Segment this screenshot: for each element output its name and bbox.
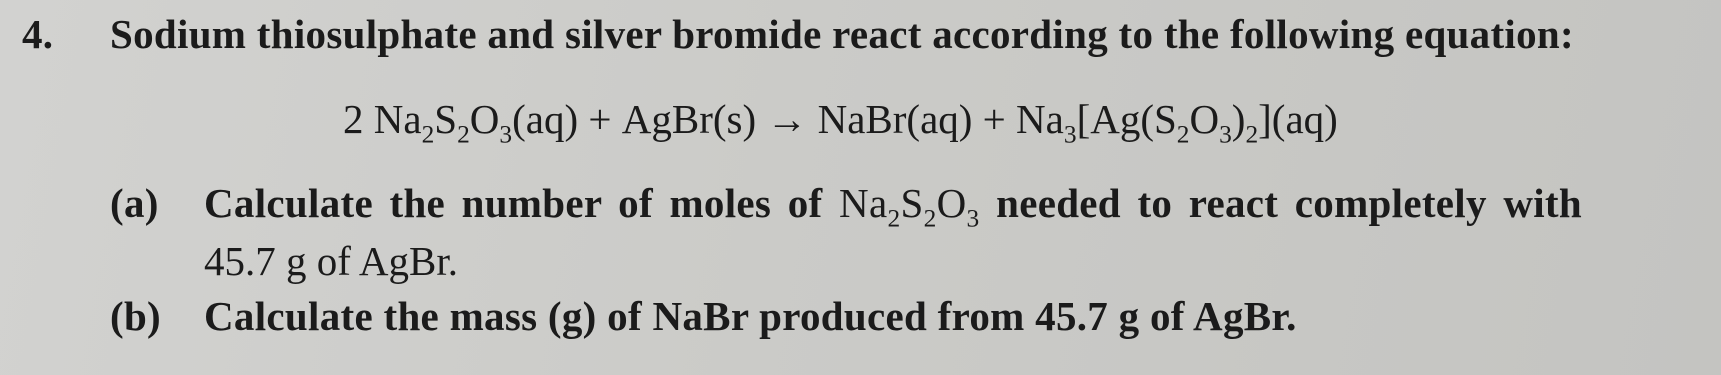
part-a-text <box>204 180 1582 233</box>
chemical-equation <box>343 96 1338 149</box>
reactant-1-na-subscript: 2 <box>421 120 435 149</box>
plus-sign: + <box>588 96 612 142</box>
part-b-label: (b) <box>110 293 162 339</box>
product-1: NaBr(aq) <box>817 96 973 142</box>
equation-coefficient: 2 <box>343 96 364 142</box>
product-2-s-subscript: 2 <box>1176 120 1190 149</box>
reaction-arrow: → <box>766 96 808 142</box>
product-2-paren-subscript: 2 <box>1245 120 1259 149</box>
thiosulphate-formula <box>839 180 980 233</box>
product-2-close-paren: ) <box>1231 96 1246 142</box>
product-2-na: Na <box>1016 96 1064 142</box>
formula-s: S <box>900 180 924 226</box>
product-2-complex: [Ag(S <box>1076 96 1177 142</box>
formula-o: O <box>936 180 967 226</box>
reactant-1-s-subscript: 2 <box>457 120 470 149</box>
reactant-1-s: S <box>434 96 458 142</box>
reactant-1-o: O <box>469 96 500 142</box>
question-stem: Sodium thiosulphate and silver bromide react according to the following equation: <box>110 11 1574 57</box>
reactant-1-o-subscript: 3 <box>499 120 513 149</box>
reactant-2: AgBr(s) <box>621 96 757 142</box>
reactant-1-na: Na <box>373 96 422 142</box>
part-a-text-before: Calculate the number of moles of <box>204 180 823 226</box>
product-2-o-subscript: 3 <box>1219 120 1232 149</box>
part-a-label: (a) <box>110 180 159 226</box>
formula-na: Na <box>839 180 888 226</box>
product-2-end: ](aq) <box>1258 96 1338 142</box>
formula-s-subscript: 2 <box>923 204 937 233</box>
reactant-1-state: (aq) <box>512 96 579 142</box>
question-number: 4. <box>22 11 54 57</box>
part-b-text: Calculate the mass (g) of NaBr produced from 45.7 g of AgBr. <box>204 293 1297 339</box>
part-a-text-after: needed to react completely with <box>996 180 1582 226</box>
product-2-na-subscript: 3 <box>1063 120 1077 149</box>
plus-sign: + <box>982 96 1006 142</box>
part-a-continuation: 45.7 g of AgBr. <box>204 238 458 284</box>
formula-o-subscript: 3 <box>966 204 980 233</box>
product-2 <box>1016 96 1338 149</box>
formula-na-subscript: 2 <box>887 204 901 233</box>
product-2-o: O <box>1189 96 1220 142</box>
reactant-1 <box>373 96 579 149</box>
